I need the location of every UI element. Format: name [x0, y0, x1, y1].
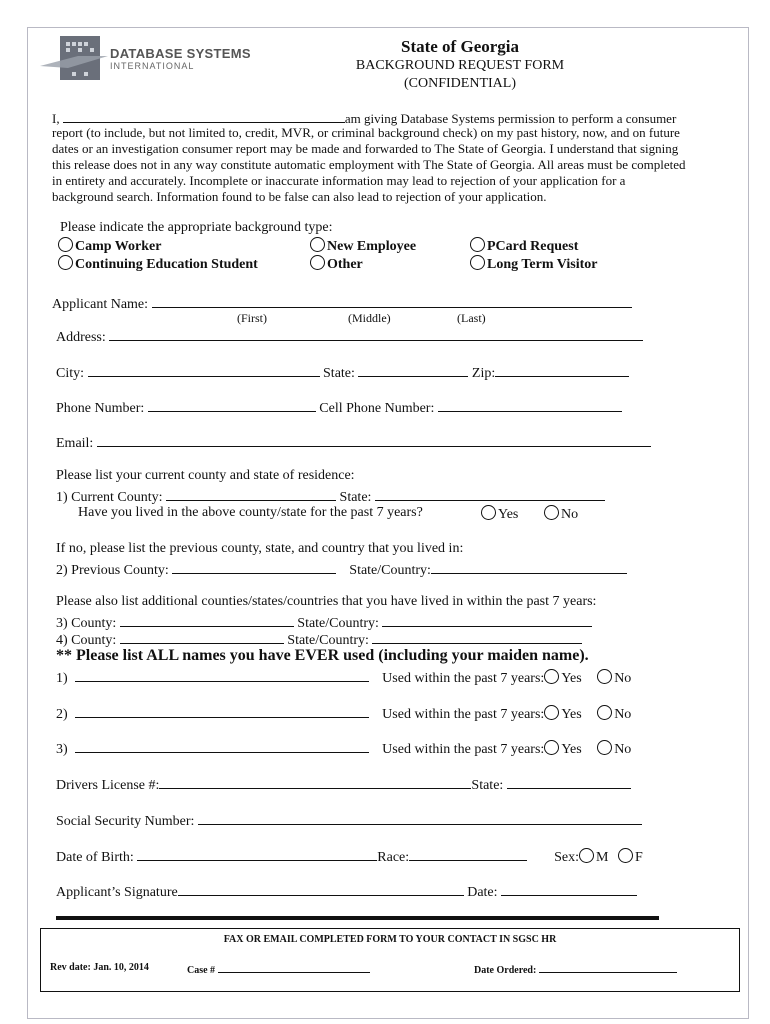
address-row: Address:: [56, 326, 643, 346]
radio-icon[interactable]: [58, 255, 73, 270]
name-3-field[interactable]: [75, 738, 369, 753]
section-divider: [56, 916, 659, 920]
option-long-term-visitor[interactable]: Long Term Visitor: [470, 255, 597, 273]
state-country-3-field[interactable]: [382, 612, 592, 627]
county-3-field[interactable]: [120, 612, 294, 627]
current-state-field[interactable]: [375, 486, 605, 501]
consent-line-3: dates or an investigation consumer report may be made and forwarded to The State of Georgia. I understand that signing: [52, 141, 679, 156]
previous-county-row: 2) Previous County: State/Country:: [56, 559, 627, 579]
applicant-name-field[interactable]: [152, 293, 632, 308]
license-state-field[interactable]: [507, 774, 631, 789]
option-other[interactable]: Other: [310, 255, 363, 273]
radio-icon[interactable]: [544, 705, 559, 720]
radio-icon[interactable]: [481, 505, 496, 520]
background-type-prompt: Please indicate the appropriate background type:: [60, 220, 333, 235]
ssn-row: Social Security Number:: [56, 810, 642, 830]
race-field[interactable]: [409, 846, 527, 861]
names-heading: ** Please list ALL names you have EVER used (including your maiden name).: [56, 647, 589, 664]
form-subtitle: BACKGROUND REQUEST FORM: [355, 58, 565, 73]
radio-icon[interactable]: [597, 740, 612, 755]
consent-line-2: report (to include, but not limited to, credit, MVR, or criminal background check) on my past history, now, and on future: [52, 125, 680, 140]
city-field[interactable]: [88, 362, 320, 377]
county-4-row: 4) County: State/Country:: [56, 629, 582, 649]
middle-name-hint: (Middle): [348, 311, 391, 325]
dob-field[interactable]: [137, 846, 377, 861]
consent-line-4: this release does not in any way constitute automatic employment with The State of Georgia. All areas must be completed: [52, 157, 686, 172]
previous-prompt: If no, please list the previous county, state, and country that you lived in:: [56, 541, 464, 556]
current-county-field[interactable]: [166, 486, 336, 501]
last-name-hint: (Last): [457, 311, 486, 325]
drivers-license-field[interactable]: [159, 774, 471, 789]
radio-icon[interactable]: [618, 848, 633, 863]
case-row: Case #: [187, 962, 370, 976]
option-continuing-education[interactable]: Continuing Education Student: [58, 255, 258, 273]
state-field[interactable]: [358, 362, 468, 377]
residence-prompt: Please list your current county and state of residence:: [56, 468, 355, 483]
state-country-4-field[interactable]: [372, 629, 582, 644]
additional-prompt: Please also list additional counties/states/countries that you have lived in within the past 7 years:: [56, 594, 597, 609]
date-ordered-field[interactable]: [539, 962, 677, 973]
signature-row: Applicant’s Signature Date:: [56, 881, 637, 901]
lived-yes-option[interactable]: Yes: [481, 505, 518, 523]
radio-icon[interactable]: [544, 740, 559, 755]
phone-field[interactable]: [148, 397, 316, 412]
signature-date-field[interactable]: [501, 881, 637, 896]
phone-row: Phone Number: Cell Phone Number:: [56, 397, 622, 417]
footer-instruction: FAX OR EMAIL COMPLETED FORM TO YOUR CONTACT IN SGSC HR: [223, 934, 557, 945]
first-name-hint: (First): [237, 311, 267, 325]
consent-line-6: background search. Information found to be false can also lead to rejection of your application.: [52, 189, 547, 204]
option-new-employee[interactable]: New Employee: [310, 237, 416, 255]
radio-icon[interactable]: [544, 505, 559, 520]
county-3-row: 3) County: State/Country:: [56, 612, 592, 632]
name-3-row: 3) Used within the past 7 years: Yes No: [56, 738, 631, 758]
case-field[interactable]: [218, 962, 370, 973]
radio-icon[interactable]: [597, 705, 612, 720]
radio-icon[interactable]: [597, 669, 612, 684]
dob-row: Date of Birth: Race: Sex: M F: [56, 846, 643, 866]
lived-no-option[interactable]: No: [544, 505, 578, 523]
address-field[interactable]: [109, 326, 643, 341]
city-state-zip-row: City: State: Zip:: [56, 362, 629, 382]
logo-name: DATABASE SYSTEMS: [110, 46, 251, 61]
option-camp-worker[interactable]: Camp Worker: [58, 237, 161, 255]
name-1-row: 1) Used within the past 7 years: Yes No: [56, 667, 631, 687]
page-title: State of Georgia: [400, 37, 520, 56]
rev-date: Rev date: Jan. 10, 2014: [50, 962, 149, 973]
consent-line-5: in entirety and accurately. Incomplete or inaccurate information may lead to rejection of your application for a: [52, 173, 626, 188]
signature-field[interactable]: [178, 881, 464, 896]
radio-icon[interactable]: [58, 237, 73, 252]
radio-icon[interactable]: [579, 848, 594, 863]
name-2-field[interactable]: [75, 703, 369, 718]
radio-icon[interactable]: [310, 255, 325, 270]
name-2-row: 2) Used within the past 7 years: Yes No: [56, 703, 631, 723]
consent-name-field[interactable]: [63, 108, 345, 123]
lived-question: Have you lived in the above county/state for the past 7 years?: [78, 505, 423, 520]
radio-icon[interactable]: [470, 237, 485, 252]
ssn-field[interactable]: [198, 810, 642, 825]
logo-subname: INTERNATIONAL: [110, 61, 195, 71]
name-1-field[interactable]: [75, 667, 369, 682]
previous-county-field[interactable]: [172, 559, 336, 574]
county-4-field[interactable]: [120, 629, 284, 644]
cell-phone-field[interactable]: [438, 397, 622, 412]
email-row: Email:: [56, 432, 651, 452]
applicant-name-row: Applicant Name:: [52, 293, 632, 313]
option-pcard-request[interactable]: PCard Request: [470, 237, 578, 255]
date-ordered-row: Date Ordered:: [474, 962, 677, 976]
confidential-label: (CONFIDENTIAL): [404, 76, 516, 91]
consent-line-1: I, am giving Database Systems permission to perform a consumer: [52, 108, 676, 127]
radio-icon[interactable]: [470, 255, 485, 270]
previous-state-country-field[interactable]: [431, 559, 627, 574]
current-county-row: 1) Current County: State:: [56, 486, 605, 506]
drivers-license-row: Drivers License #: State:: [56, 774, 631, 794]
radio-icon[interactable]: [544, 669, 559, 684]
email-field[interactable]: [97, 432, 651, 447]
radio-icon[interactable]: [310, 237, 325, 252]
zip-field[interactable]: [495, 362, 629, 377]
